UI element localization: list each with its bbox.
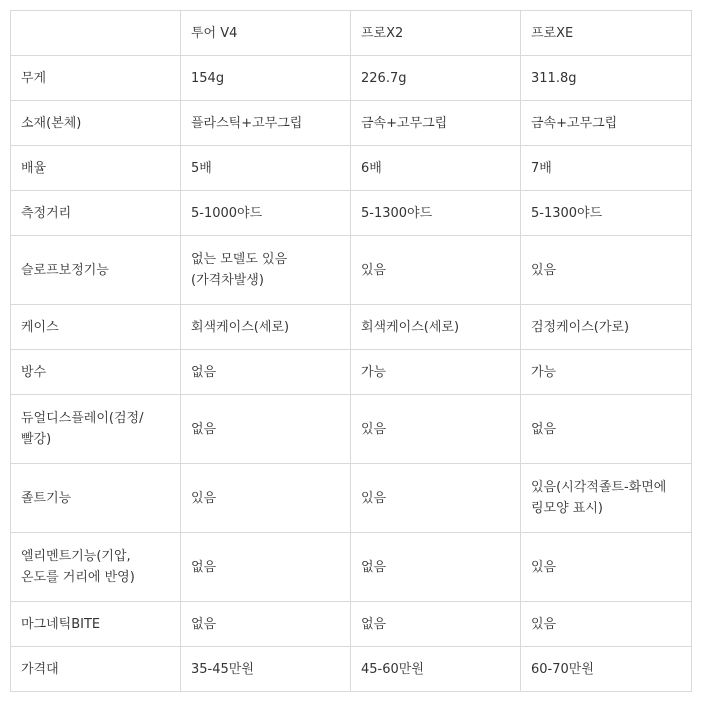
- table-cell: 없음: [521, 395, 692, 464]
- row-label: 졸트기능: [11, 464, 181, 533]
- table-row: [11, 191, 692, 236]
- table-cell: 없음: [351, 533, 521, 602]
- header-cell-tour-v4: 투어 V4: [181, 11, 351, 56]
- row-label: 가격대: [11, 647, 181, 692]
- table-cell: 있음: [351, 236, 521, 305]
- table-row: [11, 464, 692, 533]
- table-cell: 6배: [351, 146, 521, 191]
- table-row: [11, 350, 692, 395]
- table-cell: 없음: [351, 602, 521, 647]
- row-label: 측정거리: [11, 191, 181, 236]
- table-cell: 있음: [521, 533, 692, 602]
- table-cell: 311.8g: [521, 56, 692, 101]
- row-label: 소재(본체): [11, 101, 181, 146]
- table-cell: 없음: [181, 533, 351, 602]
- table-cell: 있음(시각적졸트-화면에 링모양 표시): [521, 464, 692, 533]
- row-label: 무게: [11, 56, 181, 101]
- table-cell: 있음: [521, 236, 692, 305]
- table-row: [11, 146, 692, 191]
- table-cell: 가능: [351, 350, 521, 395]
- table-row: [11, 56, 692, 101]
- table-row: [11, 647, 692, 692]
- row-label: 마그네틱BITE: [11, 602, 181, 647]
- table-cell: 플라스틱+고무그립: [181, 101, 351, 146]
- table-cell: 154g: [181, 56, 351, 101]
- table-cell: 60-70만원: [521, 647, 692, 692]
- table-row: [11, 395, 692, 464]
- table-cell: 5-1000야드: [181, 191, 351, 236]
- comparison-table: [10, 10, 692, 692]
- header-cell-pro-xe: 프로XE: [521, 11, 692, 56]
- row-label: 엘리멘트기능(기압, 온도를 거리에 반영): [11, 533, 181, 602]
- table-cell: 없음: [181, 602, 351, 647]
- table-cell: 있음: [181, 464, 351, 533]
- row-label: 배율: [11, 146, 181, 191]
- table-cell: 5-1300야드: [521, 191, 692, 236]
- table-cell: 금속+고무그립: [521, 101, 692, 146]
- table-row: [11, 305, 692, 350]
- table-cell: 회색케이스(세로): [351, 305, 521, 350]
- table-cell: 회색케이스(세로): [181, 305, 351, 350]
- row-label: 슬로프보정기능: [11, 236, 181, 305]
- table-cell: 금속+고무그립: [351, 101, 521, 146]
- table-cell: 있음: [351, 464, 521, 533]
- row-label: 방수: [11, 350, 181, 395]
- row-label: 듀얼디스플레이(검정/빨강): [11, 395, 181, 464]
- table-cell: 226.7g: [351, 56, 521, 101]
- table-cell: 35-45만원: [181, 647, 351, 692]
- table-row: [11, 533, 692, 602]
- table-cell: 5배: [181, 146, 351, 191]
- table-cell: 있음: [521, 602, 692, 647]
- table-cell: 있음: [351, 395, 521, 464]
- header-cell-empty: [11, 11, 181, 56]
- table-row: [11, 236, 692, 305]
- table-cell: 가능: [521, 350, 692, 395]
- table-cell: 없음: [181, 350, 351, 395]
- table-cell: 45-60만원: [351, 647, 521, 692]
- table-cell: 없음: [181, 395, 351, 464]
- table-cell: 7배: [521, 146, 692, 191]
- table-row: [11, 101, 692, 146]
- header-row: [11, 11, 692, 56]
- header-cell-pro-x2: 프로X2: [351, 11, 521, 56]
- comparison-table-container: [10, 10, 692, 692]
- table-cell: 5-1300야드: [351, 191, 521, 236]
- row-label: 케이스: [11, 305, 181, 350]
- table-cell: 검정케이스(가로): [521, 305, 692, 350]
- table-cell: 없는 모델도 있음(가격차발생): [181, 236, 351, 305]
- table-row: [11, 602, 692, 647]
